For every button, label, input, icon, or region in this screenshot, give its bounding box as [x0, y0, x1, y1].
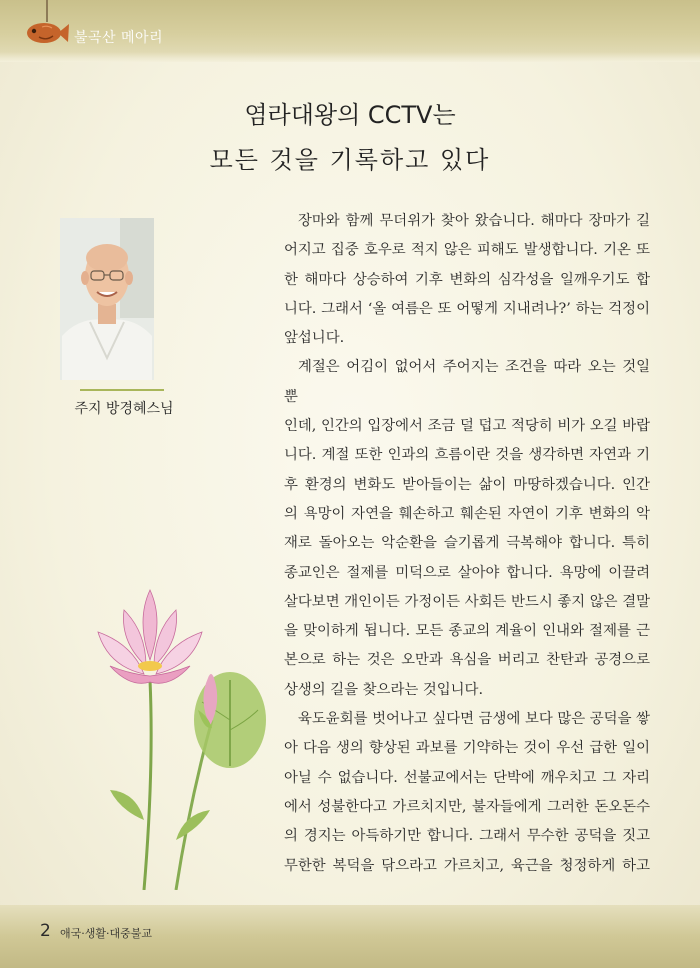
body-line: 한 해마다 상승하여 기후 변화의 심각성을 일깨우기도 합 — [284, 271, 650, 288]
body-line: 무한한 복덕을 닦으라고 가르치고, 육근을 청정하게 하고 — [284, 857, 650, 874]
publication-slogan: 애국·생활·대중불교 — [60, 927, 153, 940]
body-line: 아닐 수 없습니다. 선불교에서는 단박에 깨우치고 그 자리 — [284, 769, 650, 786]
body-line: 니다. 계절 또한 인과의 흐름이란 것을 생각하면 자연과 기 — [284, 447, 650, 464]
wooden-fish-icon — [24, 20, 70, 46]
body-line: 니다. 그래서 ‘올 여름은 또 어떻게 지내려나?’ 하는 걱정이 — [284, 300, 650, 317]
author-photo — [60, 218, 154, 380]
body-line: 인데, 인간의 입장에서 조금 덜 덥고 적당히 비가 오길 바랍 — [284, 418, 650, 435]
body-line: 앞섭니다. — [284, 330, 345, 347]
body-line: 육도윤회를 벗어나고 싶다면 금생에 보다 많은 공덕을 쌓 — [298, 711, 650, 728]
body-line: 상생의 길을 찾으라는 것입니다. — [284, 681, 484, 698]
body-line: 의 욕망이 자연을 훼손하고 훼손된 자연이 기후 변화의 악 — [284, 505, 650, 522]
body-line: 살다보면 개인이든 가정이든 사회든 반드시 좋지 않은 결말 — [284, 593, 650, 610]
body-line: 장마와 함께 무더위가 찾아 왔습니다. 해마다 장마가 길 — [298, 213, 650, 229]
body-line: 어지고 집중 호우로 적지 않은 피해도 발생합니다. 기온 또 — [284, 242, 650, 259]
body-line: 의 경지는 아득하기만 합니다. 그래서 무수한 공덕을 짓고 — [284, 828, 650, 845]
article-title-line1: 염라대왕의 CCTV는 — [244, 101, 456, 129]
author-caption: 주지 방경혜스님 — [74, 401, 174, 417]
article-title-line2: 모든 것을 기록하고 있다 — [209, 146, 491, 174]
series-title: 불곡산 메아리 — [74, 30, 164, 46]
page-number: 2 — [40, 921, 51, 941]
body-line: 본으로 하는 것은 오만과 욕심을 버리고 찬탄과 공경으로 — [284, 652, 650, 669]
article-body — [284, 207, 650, 881]
lotus-illustration — [80, 570, 280, 890]
caption-divider — [80, 389, 164, 391]
body-line: 아 다음 생의 향상된 과보를 기약하는 것이 우선 급한 일이 — [284, 740, 650, 757]
body-line: 재로 돌아오는 악순환을 슬기롭게 극복해야 합니다. 특히 — [284, 535, 650, 552]
hanging-string — [46, 0, 48, 22]
body-line: 계절은 어김이 없어서 주어지는 조건을 따라 오는 것일 뿐 — [284, 359, 650, 405]
body-line: 후 환경의 변화도 받아들이는 삶이 마땅하겠습니다. 인간 — [284, 476, 650, 493]
body-line: 에서 성불한다고 가르치지만, 불자들에게 그러한 돈오돈수 — [284, 798, 650, 815]
body-line: 을 맞이하게 됩니다. 모든 종교의 계율이 인내와 절제를 근 — [284, 623, 650, 640]
body-line: 종교인은 절제를 미덕으로 살아야 합니다. 욕망에 이끌려 — [284, 564, 650, 581]
